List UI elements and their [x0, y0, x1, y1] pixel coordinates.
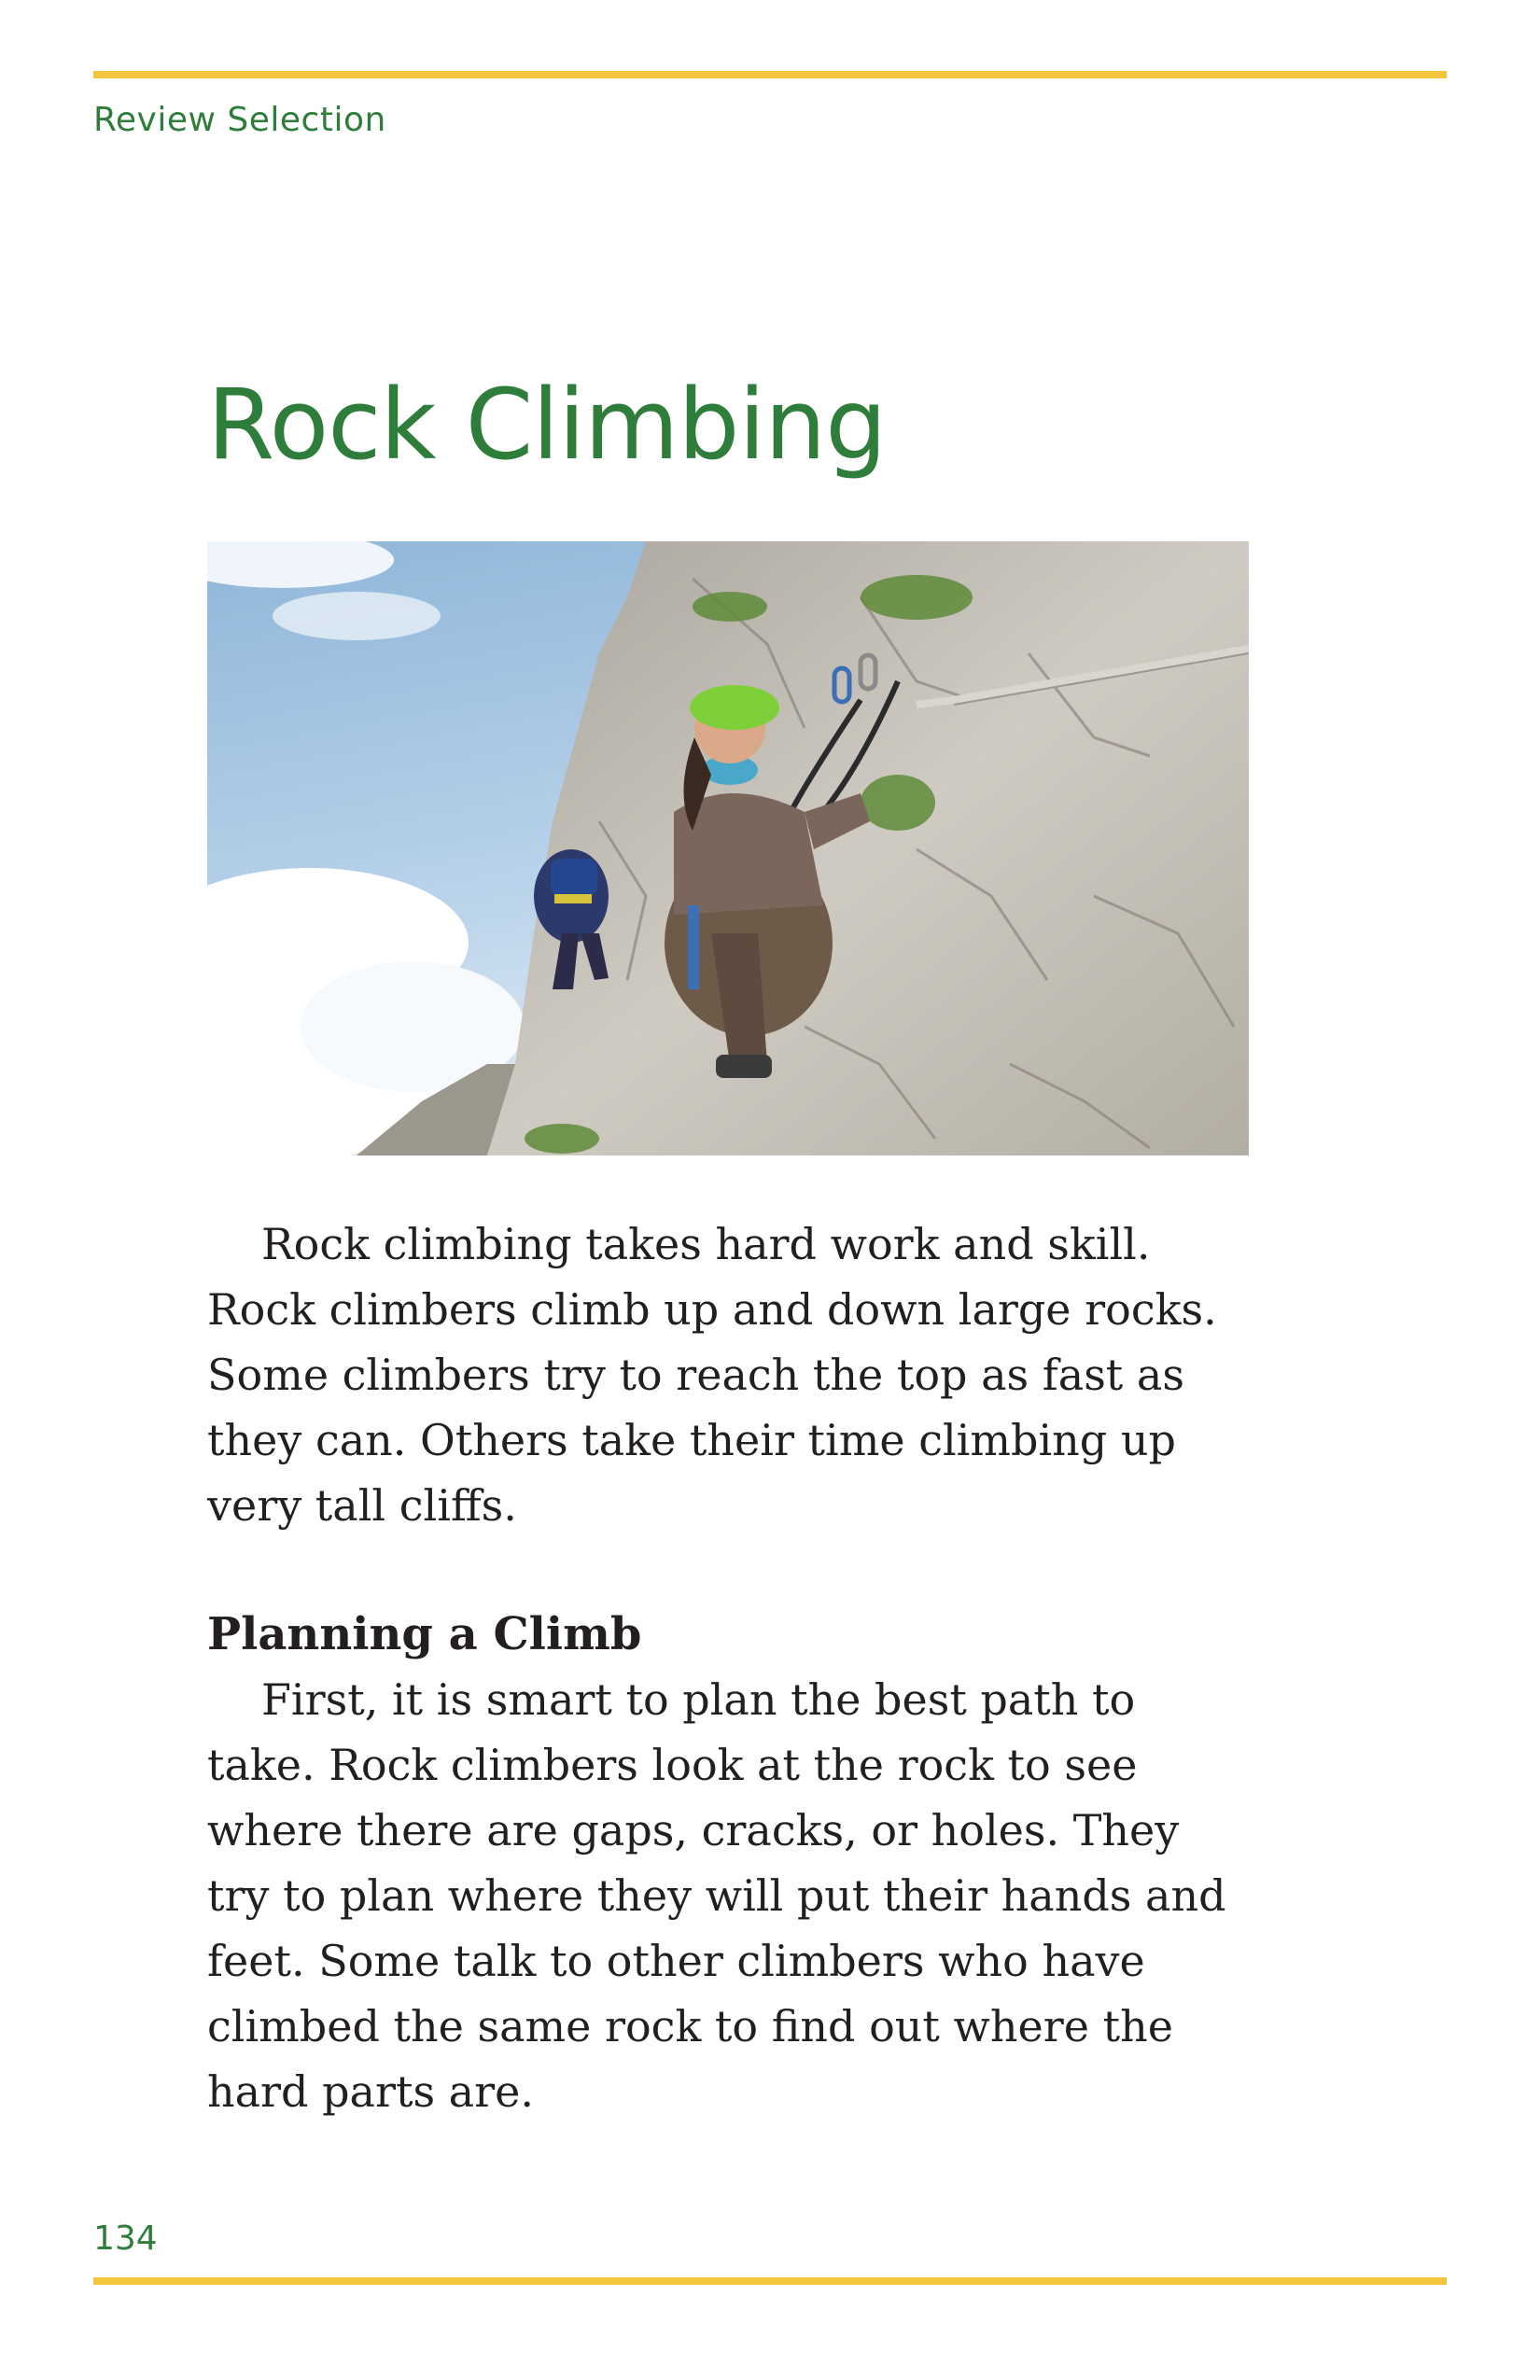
rock-climbing-photo: [207, 541, 1249, 1155]
intro-section: [207, 1211, 1253, 1538]
page-number: 134: [93, 2219, 158, 2258]
page-title: Rock Climbing: [207, 368, 887, 482]
planning-section: [207, 1602, 1253, 2124]
section-heading: Planning a Climb: [207, 1608, 642, 1660]
section-label: Review Selection: [93, 101, 386, 139]
intro-paragraph: Rock climbing takes hard work and skill. Rock climbers climb up and down large rocks. Some climbers try to reach the top as fast as they can. Others take their time climbing up very tall cliffs.: [207, 1219, 1217, 1531]
section-paragraph: First, it is smart to plan the best path to take. Rock climbers look at the rock to see where there are gaps, cracks, or holes. They try to plan where they will put their hands and feet. Some talk to other climbers who have climbed the same rock to find out where the hard parts are.: [207, 1674, 1226, 2117]
bottom-accent-rule: [93, 2277, 1447, 2285]
top-accent-rule: [93, 71, 1447, 78]
